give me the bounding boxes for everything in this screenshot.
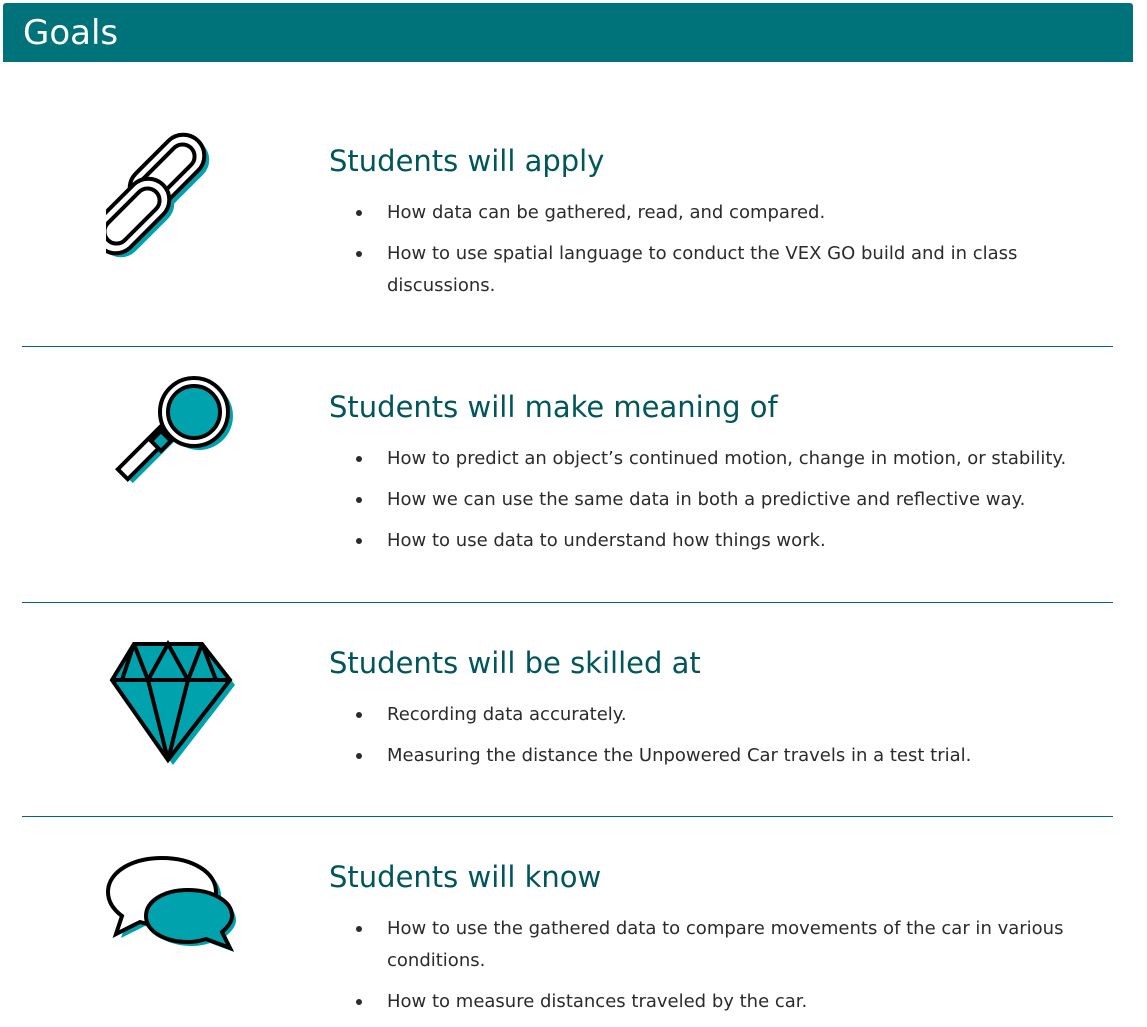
- goal-list: [0, 197, 1087, 311]
- list-item: How to use spatial language to conduct the VEX GO build and in class discussions.: [0, 238, 1087, 302]
- section-title: Students will be skilled at: [329, 646, 701, 680]
- bullet-icon: [356, 456, 362, 462]
- goal-list: [0, 699, 1087, 781]
- section-divider: [22, 816, 1113, 817]
- goals-header: [3, 3, 1133, 62]
- section-divider: [22, 602, 1113, 603]
- list-item: How data can be gathered, read, and compared.: [0, 197, 1087, 229]
- bullet-icon: [356, 210, 362, 216]
- page-title: Goals: [23, 13, 119, 53]
- section-title: Students will apply: [329, 144, 605, 178]
- list-item: Recording data accurately.: [0, 699, 1087, 731]
- bullet-icon: [356, 538, 362, 544]
- list-item: How to use data to understand how things work.: [0, 525, 1087, 557]
- bullet-icon: [356, 497, 362, 503]
- list-item: Measuring the distance the Unpowered Car travels in a test trial.: [0, 740, 1087, 772]
- list-item: How to predict an object’s continued motion, change in motion, or stability.: [0, 443, 1087, 475]
- list-item: How to use the gathered data to compare movements of the car in various conditions.: [0, 913, 1087, 977]
- section-title: Students will know: [329, 860, 602, 894]
- section-title: Students will make meaning of: [329, 390, 778, 424]
- section-divider: [22, 346, 1113, 347]
- bullet-icon: [356, 753, 362, 759]
- goal-list: [0, 443, 1087, 566]
- bullet-icon: [356, 926, 362, 932]
- bullet-icon: [356, 712, 362, 718]
- bullet-icon: [356, 999, 362, 1005]
- list-item: How we can use the same data in both a predictive and reflective way.: [0, 484, 1087, 516]
- bullet-icon: [356, 251, 362, 257]
- list-item: How to measure distances traveled by the car.: [0, 986, 1087, 1018]
- goal-list: [0, 913, 1087, 1027]
